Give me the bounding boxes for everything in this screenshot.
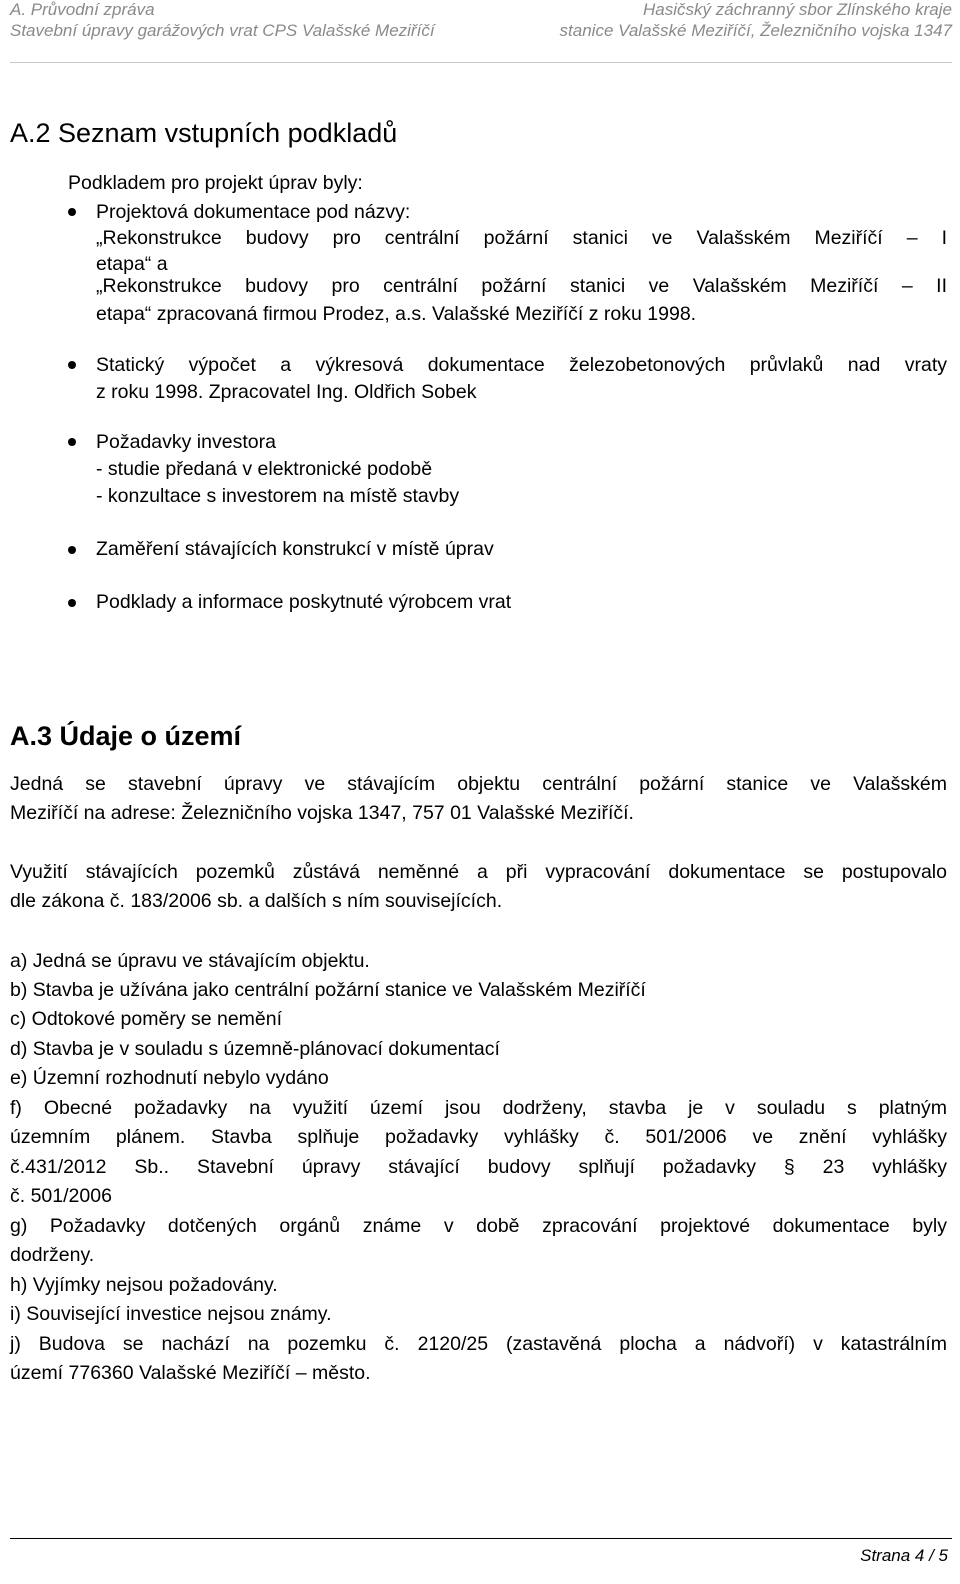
header-project-title: Stavební úpravy garážových vrat CPS Valašské Meziříčí: [10, 21, 435, 40]
bullet-icon: [68, 208, 76, 216]
a3-item-b: b) Stavba je užívána jako centrální požární stanice ve Valašském Meziříčí: [10, 979, 646, 1001]
bullet-icon: [68, 599, 76, 607]
header-organization: Hasičský záchranný sbor Zlínského kraje: [643, 0, 952, 19]
a2-item5: Podklady a informace poskytnuté výrobcem vrat: [96, 591, 512, 613]
a3-item-j-line2: území 776360 Valašské Meziříčí – město.: [10, 1362, 371, 1384]
a2-item1-line1: Projektová dokumentace pod názvy:: [96, 201, 411, 223]
page-header: [10, 0, 952, 63]
a2-item1-line2: „Rekonstrukce budovy pro centrální požární stanici ve Valašském Meziříčí – I: [96, 227, 947, 249]
header-section-label: A. Průvodní zpráva: [10, 0, 155, 19]
page-number: Strana 4 / 5: [860, 1546, 948, 1565]
a3-item-a: a) Jedná se úpravu ve stávajícím objektu.: [10, 950, 370, 972]
a3-item-g-line1: g) Požadavky dotčených orgánů známe v době zpracování projektové dokumentace byly: [10, 1215, 947, 1237]
section-a2-title: A.2 Seznam vstupních podkladů: [10, 118, 398, 148]
a3-item-f-line4: č. 501/2006: [10, 1185, 112, 1207]
a3-item-g-line2: dodrženy.: [10, 1244, 95, 1266]
a2-item3-line3: - konzultace s investorem na místě stavby: [96, 485, 460, 507]
a3-item-i: i) Související investice nejsou známy.: [10, 1303, 332, 1325]
a3-item-f-line3: č.431/2012 Sb.. Stavební úpravy stávající budovy splňují požadavky § 23 vyhlášky: [10, 1156, 947, 1178]
a3-para2-line1: Využití stávajících pozemků zůstává neměnné a při vypracování dokumentace se postupovalo: [10, 861, 947, 883]
a2-item3-line1: Požadavky investora: [96, 431, 276, 453]
a3-item-f-line2: územním plánem. Stavba splňuje požadavky vyhlášky č. 501/2006 ve znění vyhlášky: [10, 1126, 947, 1148]
a2-item1-line3: etapa“ a: [96, 253, 168, 275]
section-a3-title: A.3 Údaje o území: [10, 721, 242, 751]
a3-item-d: d) Stavba je v souladu s územně-plánovací dokumentací: [10, 1038, 500, 1060]
a3-item-j-line1: j) Budova se nachází na pozemku č. 2120/25 (zastavěná plocha a nádvoří) v katastrálním: [10, 1333, 947, 1355]
a3-item-e: e) Územní rozhodnutí nebylo vydáno: [10, 1067, 329, 1089]
a2-intro: Podkladem pro projekt úprav byly:: [68, 172, 363, 194]
a3-item-f-line1: f) Obecné požadavky na využití území jsou dodrženy, stavba je v souladu s platným: [10, 1097, 947, 1119]
bullet-icon: [68, 546, 76, 554]
a2-item3-line2: - studie předaná v elektronické podobě: [96, 458, 433, 480]
a3-para1-line2: Meziříčí na adrese: Železničního vojska 1347, 757 01 Valašské Meziříčí.: [10, 802, 634, 824]
a2-item4: Zaměření stávajících konstrukcí v místě úprav: [96, 538, 494, 560]
a2-item1-line5: etapa“ zpracovaná firmou Prodez, a.s. Valašské Meziříčí z roku 1998.: [96, 303, 697, 325]
a2-item1-line4: „Rekonstrukce budovy pro centrální požární stanici ve Valašském Meziříčí – II: [96, 275, 947, 297]
a2-item2-line1: Statický výpočet a výkresová dokumentace železobetonových průvlaků nad vraty: [96, 354, 947, 376]
a2-item2-line2: z roku 1998. Zpracovatel Ing. Oldřich Sobek: [96, 381, 477, 403]
a3-item-h: h) Vyjímky nejsou požadovány.: [10, 1274, 278, 1296]
bullet-icon: [68, 438, 76, 446]
a3-item-c: c) Odtokové poměry se nemění: [10, 1008, 283, 1030]
a3-para1-line1: Jedná se stavební úpravy ve stávajícím objektu centrální požární stanice ve Valašském: [10, 773, 947, 795]
footer-divider: [10, 1538, 952, 1539]
header-address: stanice Valašské Meziříčí, Železničního vojska 1347: [559, 21, 952, 40]
a3-para2-line2: dle zákona č. 183/2006 sb. a dalších s ním souvisejících.: [10, 890, 503, 912]
bullet-icon: [68, 361, 76, 369]
